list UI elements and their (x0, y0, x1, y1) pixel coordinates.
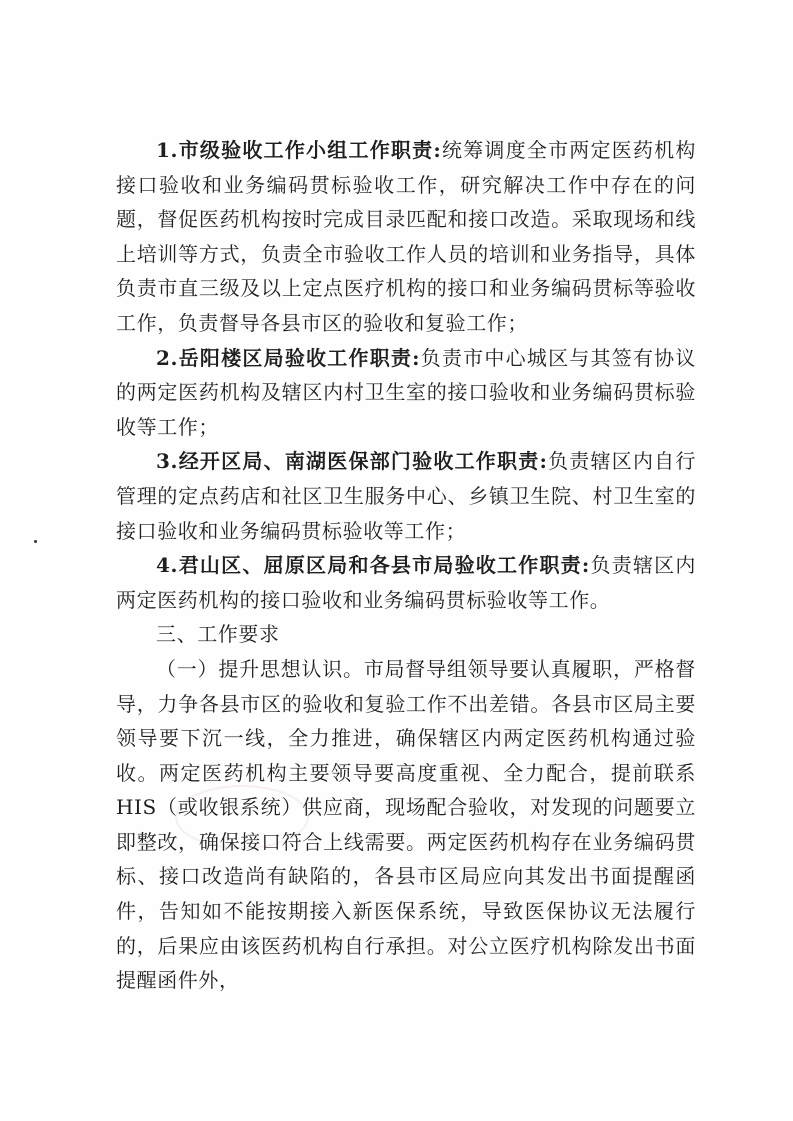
duty-item-2-title: 岳阳楼区局验收工作职责: (178, 345, 421, 370)
requirement-paragraph: （一）提升思想认识。市局督导组领导要认真履职，严格督导，力争各县市区的验收和复验工作不出差错。各县市区局主要领导要下沉一线，全力推进，确保辖区内两定医药机构通过验收。两定医药机构主要领导要高度重视、全力配合，提前联系 HIS（或收银系统）供应商，现场配合验收，对发现的问题要立即整改，确保接口符合上线需要。两定医药机构存在业务编码贯标、接口改造尚有缺陷的，各县市区局应向其发出书面提醒函件，告知如不能按期接入新医保系统，导致医保协议无法履行的，后果应由该医药机构自行承担。对公立医疗机构除发出书面提醒函件外， (116, 656, 696, 993)
duty-item-4-title: 君山区、屈原区局和各县市局验收工作职责: (178, 553, 590, 578)
duty-item-3-text: 负责辖区内自行管理的定点药店和社区卫生服务中心、乡镇卫生院、村卫生室的接口验收和业务编码贯标验收等工作； (116, 449, 696, 543)
duty-item-3-number: 3. (156, 449, 179, 474)
duty-item-2-text: 负责市中心城区与其签有协议的两定医药机构及辖区内村卫生室的接口验收和业务编码贯标验收等工作； (116, 345, 696, 439)
document-body (116, 133, 696, 998)
duty-item-4-number: 4. (156, 553, 179, 578)
section-heading: 三、工作要求 (156, 622, 280, 647)
duty-item-1-number: 1. (156, 138, 179, 162)
duty-item-1-text: 统筹调度全市两定医药机构接口验收和业务编码贯标验收工作，研究解决工作中存在的问题，督促医药机构按时完成目录匹配和接口改造。采取现场和线上培训等方式，负责全市验收工作人员的培训和业务指导，具体负责市直三级及以上定点医疗机构的接口和业务编码贯标等验收工作，负责督导各县市区的验收和复验工作； (116, 138, 697, 335)
duty-item-3-title: 经开区局、南湖医保部门验收工作职责: (178, 449, 548, 474)
duty-item-3 (116, 444, 696, 548)
duty-item-1 (116, 133, 696, 341)
duty-item-4-text: 负责辖区内两定医药机构的接口验收和业务编码贯标验收等工作。 (116, 553, 696, 612)
duty-item-1-title: 市级验收工作小组工作职责: (178, 138, 442, 162)
duty-item-2 (116, 341, 696, 445)
duty-item-4 (116, 548, 696, 617)
scan-speck (34, 540, 37, 543)
duty-item-2-number: 2. (156, 345, 179, 370)
